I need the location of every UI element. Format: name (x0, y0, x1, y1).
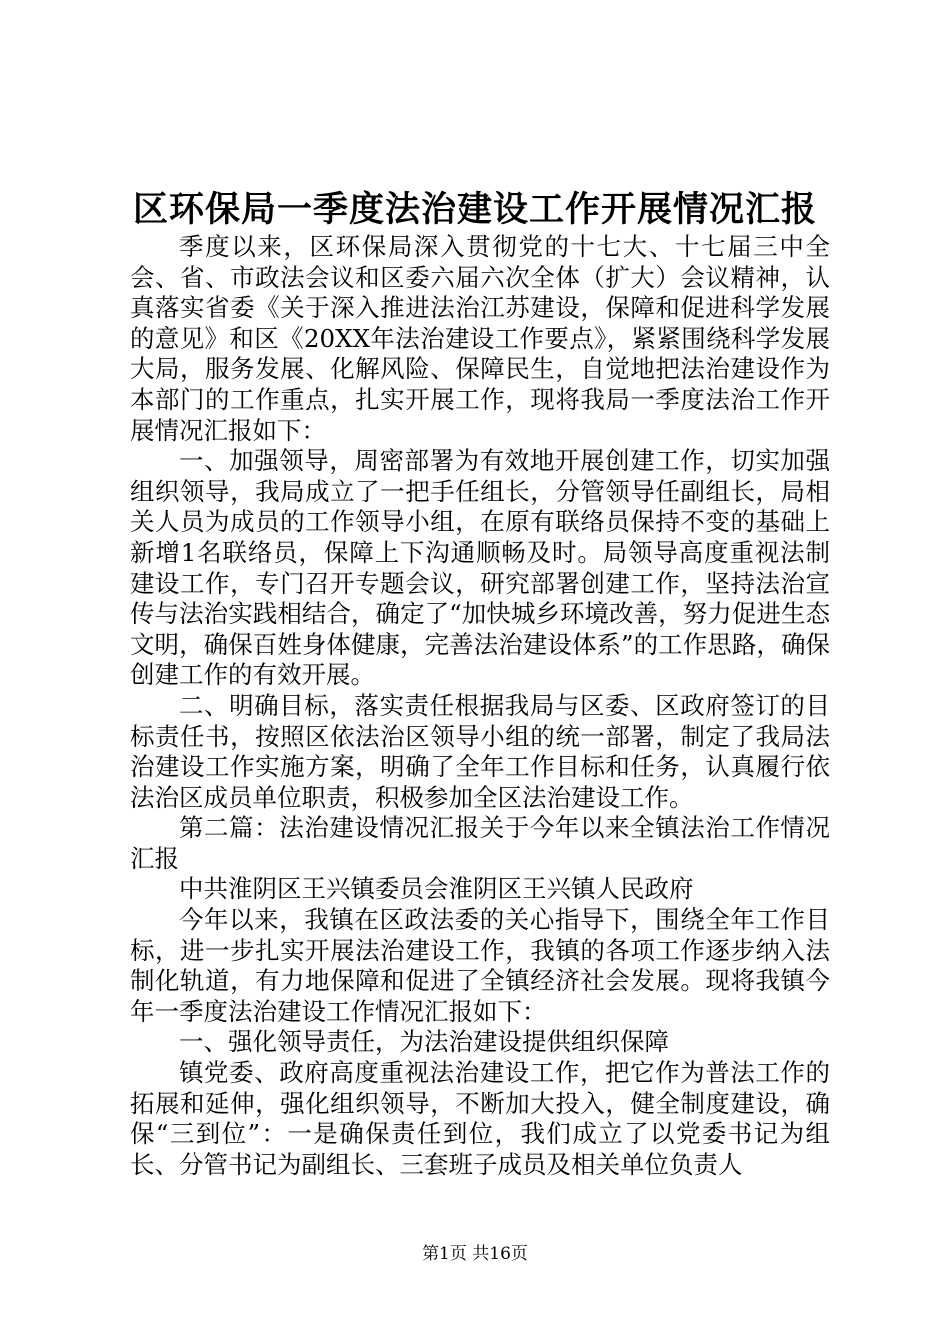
document-title: 区环保局一季度法治建设工作开展情况汇报 (132, 189, 817, 230)
page-number-footer: 第1页 共16页 (422, 1244, 528, 1264)
paragraph-section-2: 二、明确目标，落实责任根据我局与区委、区政府签订的目标责任书，按照区依法治区领导小组的统一部署，制定了我局法治建设工作实施方案，明确了全年工作目标和任务，认真履行依法治区成员单位职责，积极参加全区法治建设工作。 (130, 690, 830, 812)
paragraph-town-intro: 今年以来，我镇在区政法委的关心指导下，围绕全年工作目标，进一步扎实开展法治建设工作，我镇的各项工作逐步纳入法制化轨道，有力地保障和促进了全镇经济社会发展。现将我镇今年一季度法治建设工作情况汇报如下： (130, 905, 830, 1026)
paragraph-town-section-1-body: 镇党委、政府高度重视法治建设工作，把它作为普法工作的拓展和延伸，强化组织领导，不断加大投入，健全制度建设，确保“三到位”：一是确保责任到位，我们成立了以党委书记为组长、分管书记为副组长、三套班子成员及相关单位负责人 (130, 1058, 830, 1179)
paragraph-part-two-heading: 第二篇：法治建设情况汇报关于今年以来全镇法治工作情况汇报 (130, 813, 830, 873)
paragraph-town-section-1-heading: 一、强化领导责任，为法治建设提供组织保障 (179, 1027, 669, 1057)
paragraph-section-1: 一、加强领导，周密部署为有效地开展创建工作，切实加强组织领导，我局成立了一把手任组长，分管领导任副组长，局相关人员为成员的工作领导小组，在原有联络员保持不变的基础上新增1名联络员，保障上下沟通顺畅及时。局领导高度重视法制建设工作，专门召开专题会议，研究部署创建工作，坚持法治宣传与法治实践相结合，确定了“加快城乡环境改善，努力促进生态文明，确保百姓身体健康，完善法治建设体系”的工作思路，确保创建工作的有效开展。 (130, 446, 830, 690)
paragraph-issuer: 中共淮阴区王兴镇委员会淮阴区王兴镇人民政府 (179, 874, 694, 904)
paragraph-intro: 季度以来，区环保局深入贯彻党的十七大、十七届三中全会、省、市政法会议和区委六届六次全体（扩大）会议精神，认真落实省委《关于深入推进法治江苏建设，保障和促进科学发展的意见》和区《20XX年法治建设工作要点》，紧紧围绕科学发展大局，服务发展、化解风险、保障民生，自觉地把法治建设作为本部门的工作重点，扎实开展工作，现将我局一季度法治工作开展情况汇报如下： (130, 232, 830, 445)
document-body (130, 232, 830, 1180)
